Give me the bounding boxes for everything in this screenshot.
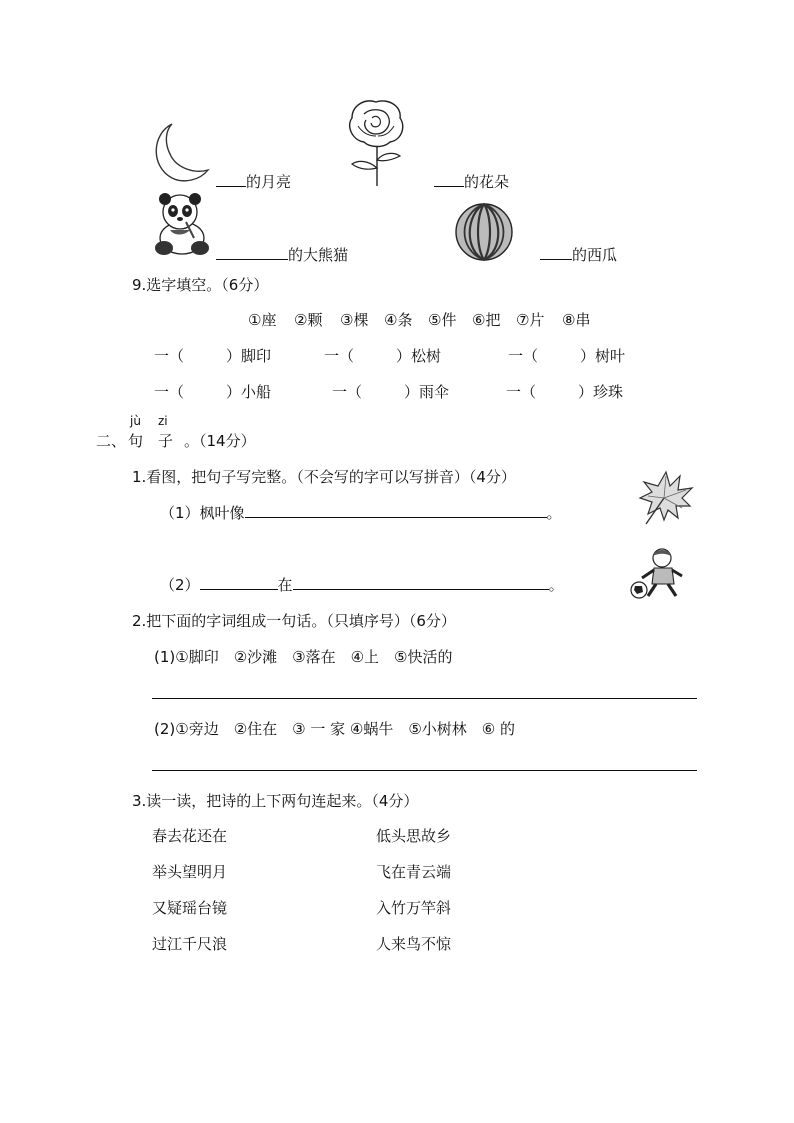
section2-char: 句	[128, 432, 144, 450]
line1-answer[interactable]	[245, 503, 547, 518]
s2q1-line1	[160, 502, 562, 523]
line1-end: 。	[546, 504, 562, 522]
melon-phrase	[540, 244, 617, 265]
fill-item[interactable]: 一（ ）珍珠	[506, 383, 624, 401]
rose-icon	[344, 96, 408, 188]
panda-icon	[150, 192, 212, 258]
section2-prefix: 二、	[96, 432, 127, 450]
s2q3-title: 3.读一读，把诗的上下两句连起来。（4分）	[132, 792, 419, 810]
moon-suffix: 的月亮	[246, 173, 292, 191]
line2-mid: 在	[277, 576, 293, 594]
line2-prefix: （2）	[160, 576, 200, 594]
watermelon-icon	[454, 202, 514, 262]
option: ④条	[384, 311, 413, 329]
poem-left-line[interactable]: 举头望明月	[152, 863, 228, 881]
section2-char: 子	[158, 432, 174, 450]
s2q2-item2: (2)①旁边 ②住在 ③ 一 家 ④蜗牛 ⑤小树林 ⑥ 的	[154, 720, 516, 738]
moon-icon	[150, 122, 210, 184]
option: ⑤件	[428, 311, 457, 329]
s2q2-item1: (1)①脚印 ②沙滩 ③落在 ④上 ⑤快活的	[154, 648, 453, 666]
option: ⑥把	[472, 311, 501, 329]
answer-line[interactable]	[152, 770, 697, 771]
moon-blank[interactable]	[216, 172, 246, 187]
option: ⑦片	[516, 311, 545, 329]
fill-item[interactable]: 一（ ）小船	[154, 383, 272, 401]
poem-left-line[interactable]: 春去花还在	[152, 827, 228, 845]
s2q1-title: 1.看图，把句子写完整。（不会写的字可以写拼音）（4分）	[132, 468, 516, 486]
option: ①座	[248, 311, 277, 329]
poem-left-line[interactable]: 又疑瑶台镜	[152, 899, 228, 917]
poem-right-line[interactable]: 入竹万竿斜	[376, 899, 452, 917]
melon-suffix: 的西瓜	[572, 246, 618, 264]
poem-right-line[interactable]: 人来鸟不惊	[376, 935, 452, 953]
melon-blank[interactable]	[540, 245, 572, 260]
poem-right-line[interactable]: 低头思故乡	[376, 827, 452, 845]
pinyin: zi	[158, 414, 168, 428]
pinyin: jù	[130, 414, 141, 428]
answer-line[interactable]	[152, 698, 697, 699]
line2-end: 。	[548, 576, 564, 594]
option: ②颗	[294, 311, 323, 329]
fill-item[interactable]: 一（ ）松树	[324, 347, 442, 365]
moon-phrase	[216, 171, 291, 192]
option: ③棵	[340, 311, 369, 329]
maple-leaf-icon	[636, 468, 694, 526]
section2-score: 。（14分）	[184, 432, 256, 450]
line1-prefix: （1）枫叶像	[160, 504, 245, 522]
q9-options	[248, 309, 590, 330]
line2-answer-b[interactable]	[293, 575, 549, 590]
s2q1-line2	[160, 574, 564, 595]
panda-suffix: 的大熊猫	[288, 246, 349, 264]
fill-item[interactable]: 一（ ）脚印	[154, 347, 272, 365]
panda-phrase	[216, 244, 348, 265]
line2-answer-a[interactable]	[200, 575, 278, 590]
soccer-boy-icon	[628, 546, 688, 602]
poem-left-line[interactable]: 过江千尺浪	[152, 935, 228, 953]
s2q2-title: 2.把下面的字词组成一句话。（只填序号）（6分）	[132, 612, 456, 630]
q9-title: 9.选字填空。（6分）	[132, 276, 269, 294]
fill-item[interactable]: 一（ ）树叶	[508, 347, 626, 365]
flower-phrase	[434, 171, 509, 192]
panda-blank[interactable]	[216, 245, 288, 260]
poem-right-line[interactable]: 飞在青云端	[376, 863, 452, 881]
fill-item[interactable]: 一（ ）雨伞	[332, 383, 450, 401]
flower-suffix: 的花朵	[464, 173, 510, 191]
flower-blank[interactable]	[434, 172, 464, 187]
option: ⑧串	[562, 311, 591, 329]
